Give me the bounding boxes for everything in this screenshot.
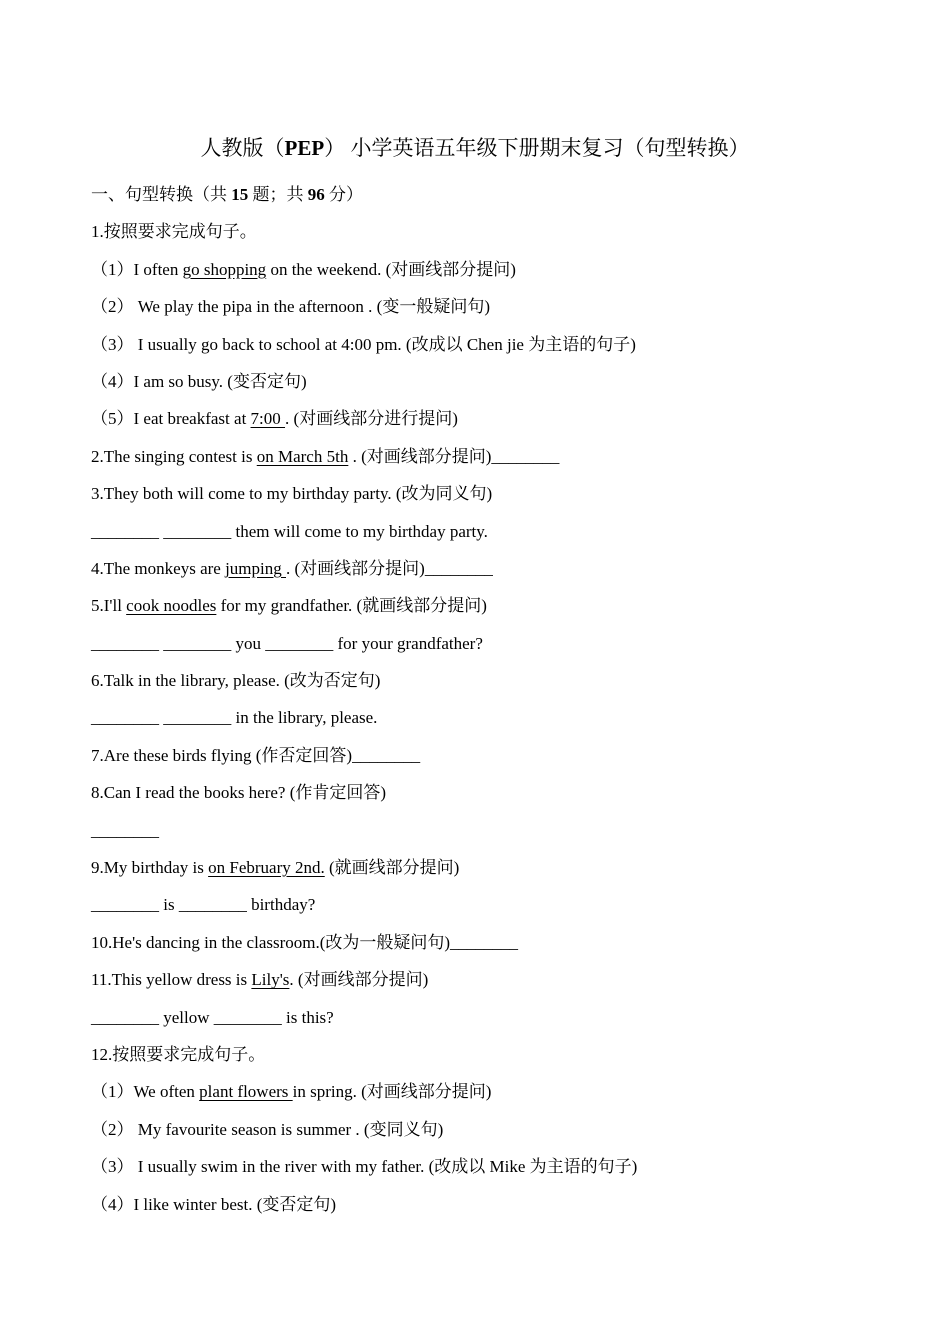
question-2	[91, 442, 891, 479]
question-12-sub-3: （3） I usually swim in the river with my father. (改成以 Mike 为主语的句子)	[91, 1157, 638, 1177]
q2-post: . (对画线部分提问)________	[348, 446, 560, 466]
q2-underlined: on March 5th	[256, 446, 349, 466]
title-text-bold: PEP	[284, 136, 325, 160]
question-6-heading: 6.Talk in the library, please. (改为否定句)	[91, 671, 381, 691]
q5-post: for my grandfather. (就画线部分提问)	[216, 596, 487, 616]
q12-s1-underlined: plant flowers	[199, 1082, 293, 1102]
section-heading	[91, 180, 891, 217]
q9-underlined: on February 2nd.	[208, 858, 325, 878]
section-total-score: 96	[307, 185, 325, 204]
question-8-answer-line: ________	[91, 820, 159, 840]
question-3-answer-line: ________ ________ them will come to my birthday party.	[91, 521, 488, 541]
question-9-answer-line: ________ is ________ birthday?	[91, 895, 316, 915]
q2-pre: 2.The singing contest is	[91, 446, 257, 466]
exercise-list	[91, 180, 891, 1227]
q11-pre: 11.This yellow dress is	[91, 970, 252, 990]
question-7: 7.Are these birds flying (作否定回答)________	[91, 745, 421, 765]
question-1-heading: 1.按照要求完成句子。	[91, 222, 257, 242]
section-question-count: 15	[231, 185, 249, 204]
question-9-heading	[91, 853, 891, 890]
question-12-sub-2: （2） My favourite season is summer . (变同义句)	[91, 1119, 444, 1139]
q5-underlined: cook noodles	[126, 596, 217, 616]
q1-s1-underlined: go shopping	[182, 259, 267, 279]
question-1-sub-1	[91, 255, 891, 292]
question-10: 10.He's dancing in the classroom.(改为一般疑问句)________	[91, 932, 519, 952]
question-1-sub-3: （3） I usually go back to school at 4:00 pm. (改成以 Chen jie 为主语的句子)	[91, 334, 636, 354]
q1-s1-pre: （1）I often	[91, 259, 183, 279]
q5-pre: 5.I'll	[91, 596, 127, 616]
section-heading-post: 分）	[324, 185, 363, 204]
title-text-post: ） 小学英语五年级下册期末复习（句型转换）	[324, 136, 750, 160]
section-heading-mid: 题；共	[248, 185, 308, 204]
q1-s1-post: on the weekend. (对画线部分提问)	[266, 259, 516, 279]
q1-s5-underlined: 7:00	[250, 409, 286, 429]
q1-s5-post: . (对画线部分进行提问)	[285, 409, 458, 429]
question-8-heading: 8.Can I read the books here? (作肯定回答)	[91, 783, 387, 803]
section-heading-pre: 一、句型转换（共	[91, 185, 232, 204]
q12-s1-post: in spring. (对画线部分提问)	[292, 1082, 492, 1102]
question-12-heading: 12.按照要求完成句子。	[91, 1044, 266, 1064]
question-12-sub-1	[91, 1077, 891, 1114]
question-12-sub-4: （4）I like winter best. (变否定句)	[91, 1194, 337, 1214]
question-11-answer-line: ________ yellow ________ is this?	[91, 1007, 334, 1027]
q4-pre: 4.The monkeys are	[91, 558, 226, 578]
question-11-heading	[91, 965, 891, 1002]
question-5-answer-line: ________ ________ you ________ for your grandfather?	[91, 633, 483, 653]
question-4	[91, 554, 891, 591]
q9-post: (就画线部分提问)	[324, 858, 460, 878]
question-6-answer-line: ________ ________ in the library, please.	[91, 708, 378, 728]
question-1-sub-5	[91, 404, 891, 441]
q9-pre: 9.My birthday is	[91, 858, 209, 878]
question-1-sub-2: （2） We play the pipa in the afternoon . (变一般疑问句)	[91, 297, 490, 317]
page-title	[0, 133, 950, 163]
question-3-heading: 3.They both will come to my birthday party. (改为同义句)	[91, 484, 493, 504]
q4-post: . (对画线部分提问)________	[286, 558, 493, 578]
question-5-heading	[91, 591, 891, 628]
question-1-sub-4: （4）I am so busy. (变否定句)	[91, 371, 307, 391]
title-text-pre: 人教版（	[200, 136, 285, 160]
q11-underlined: Lily's	[251, 970, 290, 990]
q12-s1-pre: （1）We often	[91, 1082, 200, 1102]
q4-underlined: jumping	[225, 558, 286, 578]
q11-post: . (对画线部分提问)	[289, 970, 429, 990]
q1-s5-pre: （5）I eat breakfast at	[91, 409, 251, 429]
